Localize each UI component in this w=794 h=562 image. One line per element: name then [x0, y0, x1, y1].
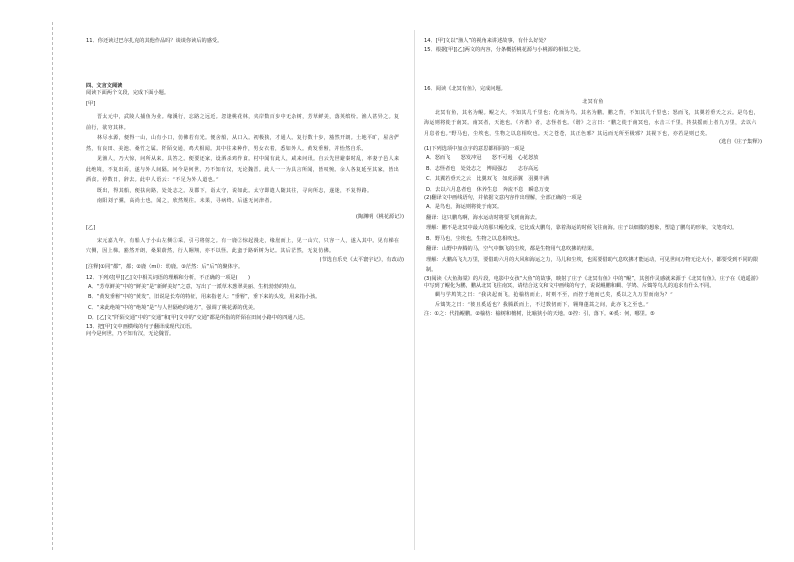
section-title: 四、文言文阅读	[86, 83, 123, 89]
subquestion-2: (2)翻译文中画线语句，并依据文意内容作出理解，全部正确的一项是	[424, 195, 582, 201]
subquestion-3-note: 注：①之：代指鲲鹏。②榆枋：榆树和檀树，比喻狭小的天地。③控：引，落下。④奚：何，哪里。⑤	[424, 310, 655, 317]
question-15: 15．根据[甲][乙]两文的内容，分条概括桃花源与小桃源的相似之处。	[424, 47, 584, 53]
subquestion-2-option-a: A．是鸟也，海运则将徙于南冥。	[426, 204, 503, 210]
subquestion-2-translation-b: 翻译：山野中奔腾的马，空气中飘飞的尘埃，都是生物用气息吹拂的结果。	[426, 246, 598, 252]
passage-yi-source: (节选自乐史《太平寰宇记》，有改动)	[319, 256, 404, 263]
poem-body: 北冥有鱼，其名为鲲。鲲之大，不知其几千里也；化而为鸟，其名为鹏。鹏之背，不知其几千里也；怒而飞，其翼若垂天之云。是鸟也，海运则将徙于南冥。南冥者，天池也。《齐谐》者，志怪者也。《谐》之言曰：“鹏之徙于南冥也，水击三千里，抟扶摇而上者九万里，去以六月息者也。”野马也，尘埃也，生物之以息相吹也。天之苍苍，其正色邪？其远而无所至极邪？其视下也，亦若是则已矣。	[424, 109, 760, 137]
question-12-option-d: D．[乙]文“阡陌交通”中的“交通”和[甲]文中的“交通”都是所指的阡陌在田间小路中的四通八达。	[88, 315, 309, 321]
subquestion-2-understanding-b: 理解：大鹏高飞九万里，要借助六月的大风和海运之力，马儿和尘埃，也需要借助气息吹拂才能运动，可见世间万物无论大小，都要受到不同的限制。	[426, 256, 759, 273]
question-12-option-a: A．“芳草鲜美”中的“鲜美”是“新鲜美好”之意，写出了一派草木葱翠美丽、生机勃勃的特点。	[88, 283, 300, 290]
question-12: 12．下列对[甲][乙]文中相关词语的理解和分析，不正确的一项是( )	[86, 274, 250, 281]
passage-yi-paragraph: 宋元嘉九年，有船人于小山左侧①采，引弓将射之。有一鹿②惊起漫走，缘崖而上，见一山穴，只容一人，遂入其中。见有梯在穴侧，因上梯。豁然开朗，桑果蔚然，行人翱翔，亦不以怪。此蛮于路斫树为记。其后茫然，无复仿佛。	[86, 237, 400, 254]
instruction: 阅读下面两个文段，完成下面小题。	[86, 90, 170, 96]
subquestion-3-quote: 斥鴳笑之曰：“彼且奚适也？我腾跃而上，不过数仞而下，翱翔蓬蒿之间，此亦飞之至也。”	[435, 302, 650, 308]
subquestion-1-option-a: A．怒而飞 怒发冲冠 怒不可遏 心花怒放	[426, 155, 539, 161]
binding-margin-line	[52, 22, 53, 550]
left-column	[86, 38, 404, 338]
subquestion-1-option-b: B．志怪者也 处处志之 博闻强志 志存高远	[426, 165, 539, 172]
question-13: 13．把[甲]文中画横线的句子翻译成现代汉语。	[86, 323, 196, 330]
question-11: 11．你还读过巴尔扎克的其他作品吗？谈谈你读后的感受。	[86, 38, 223, 44]
question-16: 16．阅读《北冥有鱼》，完成问题。	[424, 86, 506, 92]
passage-jia-source: (陶渊明《桃花源记》)	[355, 213, 404, 220]
passage-jia-paragraph: 晋太元中，武陵人捕鱼为业。缘溪行，忘路之远近。忽逢桃花林，夹岸数百步中无杂树，芳草鲜美，落英缤纷。渔人甚异之。复前行，欲穷其林。	[86, 114, 400, 131]
question-14: 14．[甲]文以“渔人”的视角来讲述故事，有什么好处？	[424, 38, 549, 44]
column-divider	[414, 30, 415, 550]
subquestion-2-option-b: B．野马也，尘埃也，生物之以息相吹也。	[426, 235, 523, 242]
subquestion-3-quote: 蜩与学鸠笑之曰：“我决起而飞，抢榆枋而止，时则不至，而控于地而已矣，奚以之九万里而南为？”	[435, 291, 674, 298]
subquestion-1-option-c: C．其翼若垂天之云 比翼双飞 如虎添翼 羽翼丰满	[426, 176, 549, 182]
passage-yi-label: [乙]	[86, 224, 96, 231]
subquestion-1: (1)下列选项中加点字的意思都相同的一项是	[424, 146, 525, 152]
passage-jia-paragraph: 南阳刘子骥，高尚士也，闻之，欣然规往。未果，寻病终。后遂无问津者。	[97, 198, 276, 204]
question-12-option-c: C．“来此绝境”中的“绝境”是“与人世隔绝的地方”，强调了桃花源的优美。	[88, 304, 259, 311]
passage-jia-paragraph: 见渔人，乃大惊，问所从来。具答之。便要还家，设酒杀鸡作食。村中闻有此人，咸来问讯。自云先世避秦时乱，率妻子邑人来此绝境，不复出焉，遂与外人间隔。问今是何世，乃不知有汉，无论魏晋。此人一一为具言所闻，皆叹惋。余人各复延至其家，皆出酒食。停数日，辞去。此中人语云：“不足为外人道也。”	[86, 156, 400, 183]
subquestion-3: (3)阅读《大鱼海棠》的片段，电影中女孩“大鱼”的故事，映射了庄子《北冥有鱼》中的“鲲”，其创作灵感就来源于《北冥有鱼》。庄子在《逍遥游》中写到了鲲化为鹏，鹏从北冥飞往南冥，请结合这文和文中画线的句子，说说鲲鹏和蜩、学鸠、斥鴳等鸟儿的追求有什么不同。	[424, 275, 762, 289]
subquestion-2-translation-a: 翻译：这只鹏鸟啊，海水运动时将要飞到南海去。	[426, 214, 541, 221]
passage-jia-paragraph: 林尽水源，便得一山，山有小口，仿佛若有光。便舍船，从口入。初极狭，才通人。复行数十步，豁然开朗。土地平旷，屋舍俨然，有良田、美池、桑竹之属。阡陌交通，鸡犬相闻。其中往来种作，男女衣着，悉如外人。黄发垂髫，并怡然自乐。	[86, 135, 400, 152]
subquestion-1-option-d: D．去以六月息者也 休养生息 奔流不息 瞬息万变	[426, 186, 550, 193]
passage-jia-label: [甲]	[86, 101, 96, 107]
question-13-sentence: 问今是何世，乃不知有汉，无论魏晋。	[86, 330, 175, 337]
right-column	[424, 38, 762, 318]
poem-source: (选自《庄子集释》)	[719, 139, 762, 145]
poem-title: 北冥有鱼	[582, 99, 604, 105]
passage-jia-paragraph: 既出，得其船，便扶向路，处处志之。及郡下，诣太守，说如此。太守即遣人随其往，寻向所志，遂迷，不复得路。	[97, 187, 373, 194]
passage-yi-note: [注释]①同“都”，都；②鹿（mí）：幼鹿。③茫然：后“后”的聚体字。	[86, 263, 244, 270]
question-12-option-b: B．“黄发垂髫”中的“黄发”，旧说是长寿的特征，用来指老人；“垂髫”，垂下来的头发，用来指小孩。	[88, 294, 321, 300]
subquestion-2-understanding-a: 理解：鹏不是北冥中最大的那只鲲化成，它比成大鹏鸟，靠着海运的时候飞往南海。庄子以细微的想象，塑造了鹏鸟的形象，文笔奇幻。	[426, 225, 738, 231]
